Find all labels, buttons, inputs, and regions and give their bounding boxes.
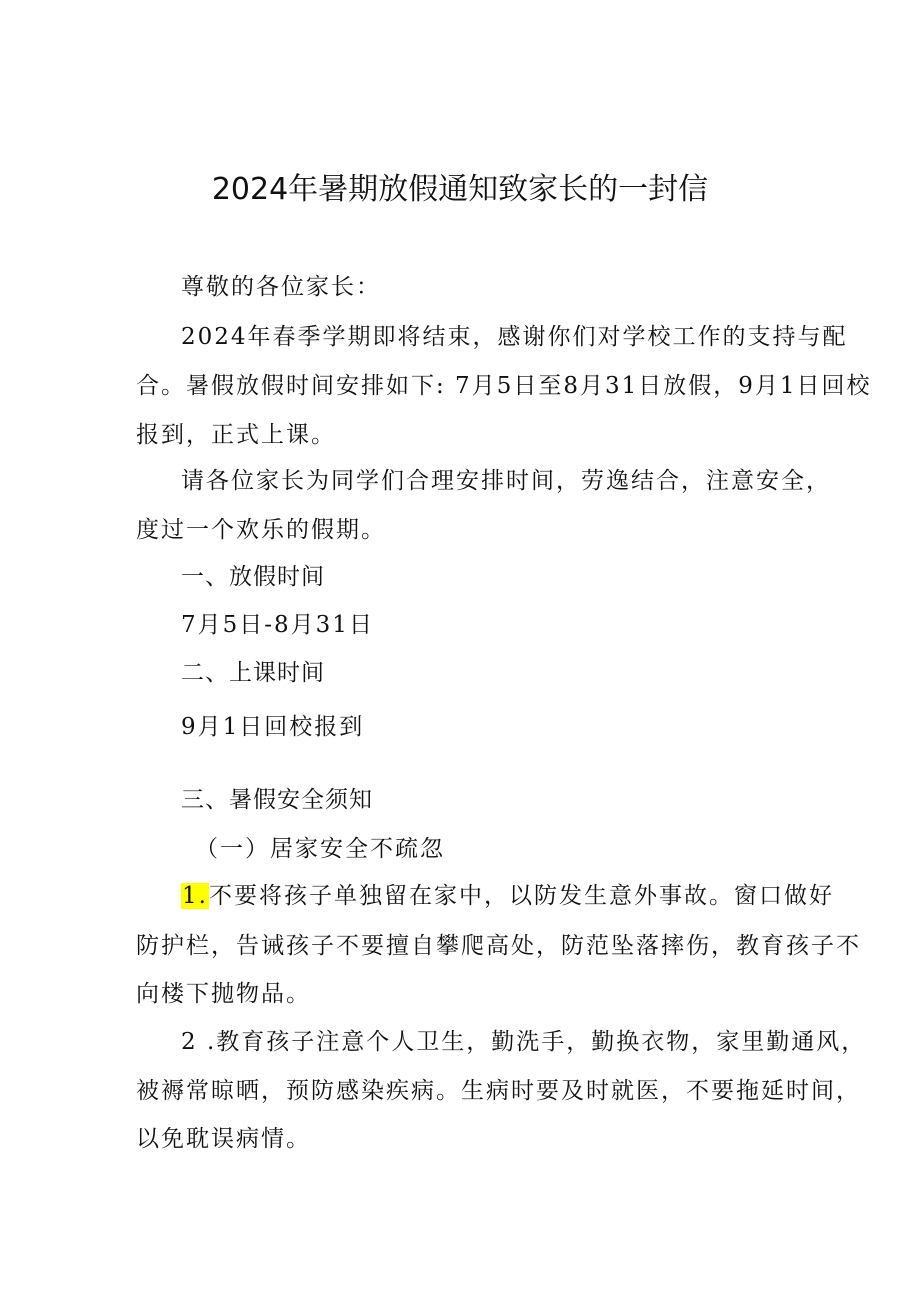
item1-line3: 向楼下抛物品。	[136, 981, 311, 1007]
item2-line3: 以免耽误病情。	[136, 1126, 311, 1152]
paragraph1-line2: 合。暑假放假时间安排如下: 7月5日至8月31日放假，9月1日回校	[136, 373, 872, 399]
greeting: 尊敬的各位家长：	[181, 274, 381, 300]
paragraph2-line2: 度过一个欢乐的假期。	[136, 517, 386, 543]
document-title: 2024年暑期放假通知致家长的一封信	[211, 172, 709, 207]
section2-heading: 二、上课时间	[181, 660, 325, 686]
section3-heading: 三、暑假安全须知	[181, 787, 373, 813]
section3-subheading: （一）居家安全不疏忽	[195, 836, 445, 862]
paragraph2-line1: 请各位家长为同学们合理安排时间，劳逸结合，注意安全，	[181, 468, 831, 494]
section2-content: 9月1日回校报到	[181, 714, 365, 740]
section1-content: 7月5日-8月31日	[181, 612, 374, 638]
paragraph1-line3: 报到，正式上课。	[136, 422, 336, 448]
item2-line1: 2 .教育孩子注意个人卫生，勤洗手，勤换衣物，家里勤通风，	[181, 1029, 867, 1055]
paragraph1-line1: 2024年春季学期即将结束，感谢你们对学校工作的支持与配	[181, 324, 848, 350]
item1-text: 不要将孩子单独留在家中，以防发生意外事故。窗口做好	[208, 883, 834, 909]
section1-heading: 一、放假时间	[181, 564, 325, 590]
item1-line2: 防护栏，告诫孩子不要擅自攀爬高处，防范坠落摔伤，教育孩子不	[136, 933, 861, 959]
item1-line1	[181, 885, 834, 908]
item1-number: 1.	[182, 883, 208, 909]
item2-line2: 被褥常晾晒，预防感染疾病。生病时要及时就医，不要拖延时间，	[136, 1078, 861, 1104]
